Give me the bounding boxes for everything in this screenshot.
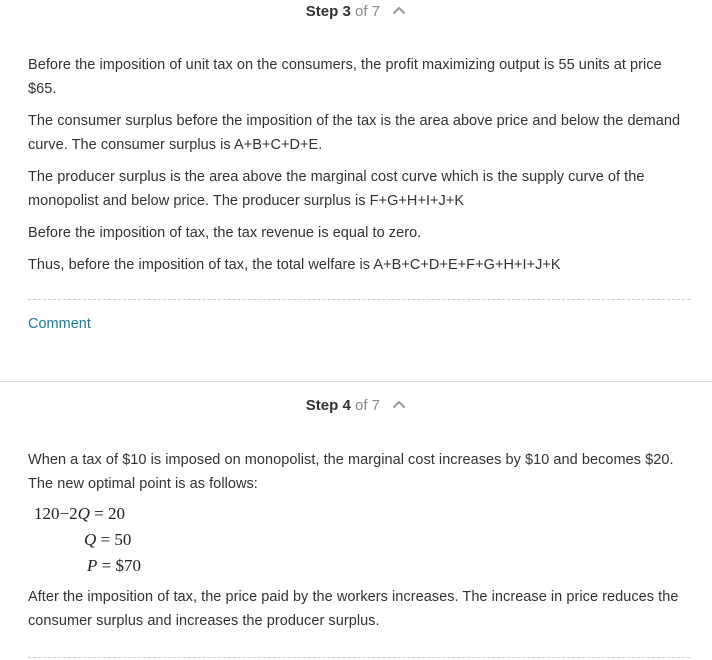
eq1-variable: Q (77, 504, 90, 523)
step-4-card (0, 381, 712, 660)
step-4-conclusion (28, 585, 693, 633)
step-3-body (28, 53, 693, 277)
step-3-header[interactable] (0, 0, 712, 24)
step-3-paragraph-5: Thus, before the imposition of tax, the total welfare is A+B+C+D+E+F+G+H+I+J+K (28, 257, 561, 273)
step-4-paragraph-2: After the imposition of tax, the price paid by the workers increases. The increase in price reduces the consumer surplus and increases the producer surplus. (28, 589, 679, 629)
comment-link[interactable]: Comment (28, 316, 91, 332)
step-3-paragraph-1: Before the imposition of unit tax on the consumers, the profit maximizing output is 55 units at price $65. (28, 57, 662, 97)
step-3-divider (28, 299, 690, 300)
eq1-rhs: = 20 (94, 504, 125, 523)
step-3-paragraph-4: Before the imposition of tax, the tax revenue is equal to zero. (28, 225, 422, 241)
step-4-header[interactable] (0, 394, 712, 418)
step-4-intro (28, 448, 693, 496)
eq1-minus: − (59, 504, 70, 523)
chevron-up-icon[interactable] (392, 0, 406, 23)
step-label: Step (305, 3, 339, 20)
step-4-divider (28, 657, 690, 658)
step-3-paragraph-3: The producer surplus is the area above the marginal cost curve which is the supply curve of the monopolist and below price. The producer surplus is F+G+H+I+J+K (28, 169, 645, 209)
step-total: of 7 (355, 397, 381, 414)
eq2-variable: Q (84, 530, 97, 549)
eq1-constant: 120 (34, 504, 60, 523)
eq2-rhs: = 50 (100, 530, 132, 549)
chevron-up-icon[interactable] (392, 393, 406, 417)
eq3-variable: P (87, 556, 98, 575)
step-4-paragraph-1: When a tax of $10 is imposed on monopolist, the marginal cost increases by $10 and becomes $20. The new optimal point is as follows: (28, 452, 674, 492)
step-number: 3 (342, 3, 351, 20)
step-total: of 7 (355, 3, 381, 20)
equation-1 (34, 504, 125, 524)
eq1-coefficient: 2 (69, 504, 78, 523)
equation-3 (87, 556, 141, 576)
step-label: Step (305, 397, 339, 414)
step-3-paragraph-2: The consumer surplus before the imposition of the tax is the area above price and below the demand curve. The consumer surplus is A+B+C+D+E. (28, 113, 681, 153)
step-number: 4 (342, 397, 351, 414)
eq3-rhs: = $70 (101, 556, 141, 575)
equation-2 (84, 530, 131, 550)
